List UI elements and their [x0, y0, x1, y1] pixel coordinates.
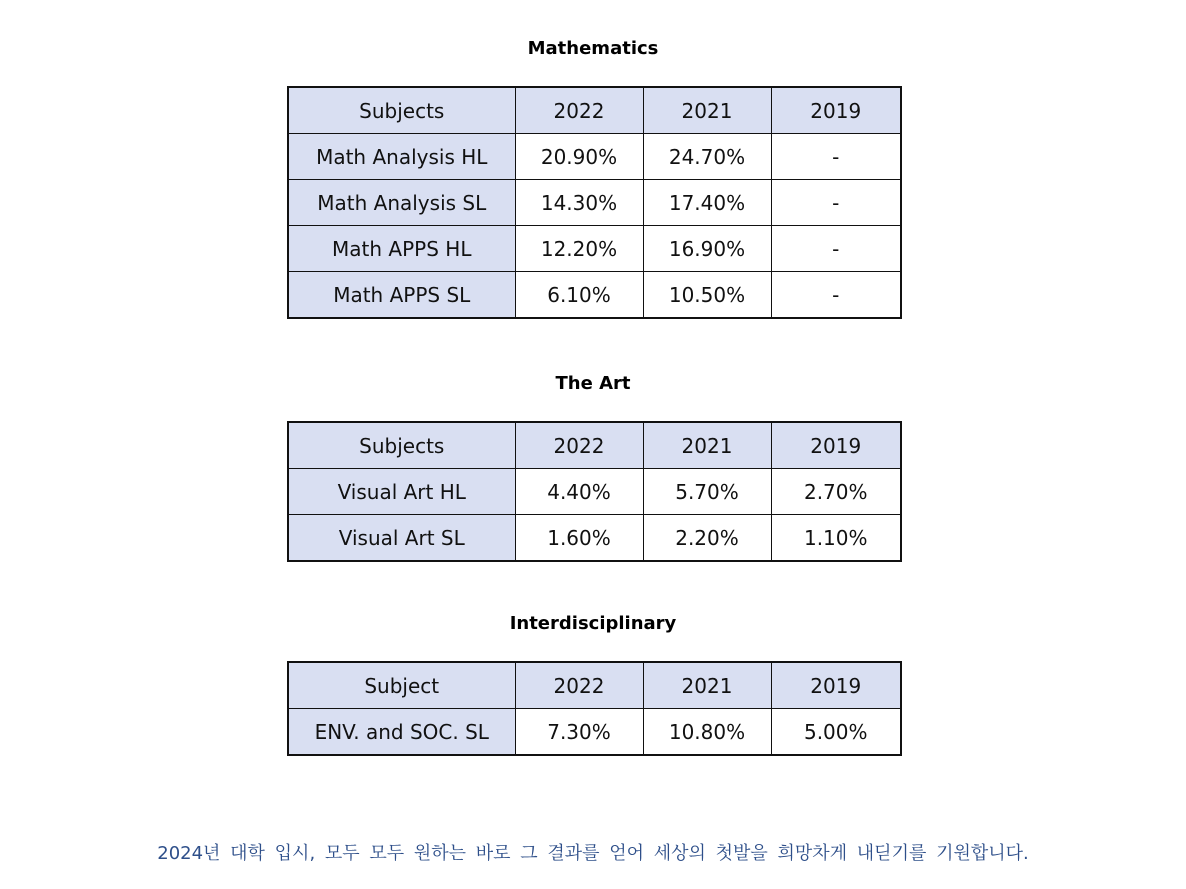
table-row [288, 272, 901, 319]
section-title-interdisciplinary: Interdisciplinary [509, 613, 677, 634]
row-label: Math APPS HL [288, 226, 515, 272]
table-row [288, 709, 901, 756]
header-cell: 2021 [643, 87, 771, 134]
footer-message: 2024년 대학 입시, 모두 모두 원하는 바로 그 결과를 얻어 세상의 첫발을 희망차게 내딛기를 기원합니다. [157, 843, 1029, 864]
row-label: Visual Art SL [288, 515, 515, 562]
table-cell: 5.00% [771, 709, 901, 756]
table-cell: 1.60% [515, 515, 643, 562]
section-title-the-art: The Art [555, 373, 631, 394]
table-header-row [288, 662, 901, 709]
row-label: Math Analysis HL [288, 134, 515, 180]
table-cell: 12.20% [515, 226, 643, 272]
table-row [288, 180, 901, 226]
header-cell: 2019 [771, 87, 901, 134]
table-cell: 1.10% [771, 515, 901, 562]
table-cell: - [771, 180, 901, 226]
table-cell: 24.70% [643, 134, 771, 180]
the-art-table [287, 421, 902, 562]
row-label: Math Analysis SL [288, 180, 515, 226]
table-cell: 16.90% [643, 226, 771, 272]
header-cell: 2022 [515, 87, 643, 134]
table-cell: 2.70% [771, 469, 901, 515]
table-cell: 17.40% [643, 180, 771, 226]
table-cell: 14.30% [515, 180, 643, 226]
header-cell: 2022 [515, 422, 643, 469]
table-cell: 20.90% [515, 134, 643, 180]
header-cell: 2019 [771, 422, 901, 469]
table-cell: 4.40% [515, 469, 643, 515]
header-cell: 2022 [515, 662, 643, 709]
table-row [288, 469, 901, 515]
header-cell: 2021 [643, 422, 771, 469]
header-cell: 2021 [643, 662, 771, 709]
table-row [288, 515, 901, 562]
table-row [288, 226, 901, 272]
table-cell: 6.10% [515, 272, 643, 319]
interdisciplinary-table [287, 661, 902, 756]
row-label: ENV. and SOC. SL [288, 709, 515, 756]
section-title-mathematics: Mathematics [527, 38, 659, 59]
table-cell: - [771, 134, 901, 180]
row-label: Math APPS SL [288, 272, 515, 319]
table-header-row [288, 422, 901, 469]
table-cell: 10.80% [643, 709, 771, 756]
table-cell: 5.70% [643, 469, 771, 515]
header-cell: Subjects [288, 422, 515, 469]
table-cell: - [771, 226, 901, 272]
table-cell: 2.20% [643, 515, 771, 562]
table-row [288, 134, 901, 180]
header-cell: Subjects [288, 87, 515, 134]
row-label: Visual Art HL [288, 469, 515, 515]
header-cell: Subject [288, 662, 515, 709]
mathematics-table [287, 86, 902, 319]
table-cell: 7.30% [515, 709, 643, 756]
table-header-row [288, 87, 901, 134]
table-cell: 10.50% [643, 272, 771, 319]
header-cell: 2019 [771, 662, 901, 709]
table-cell: - [771, 272, 901, 319]
